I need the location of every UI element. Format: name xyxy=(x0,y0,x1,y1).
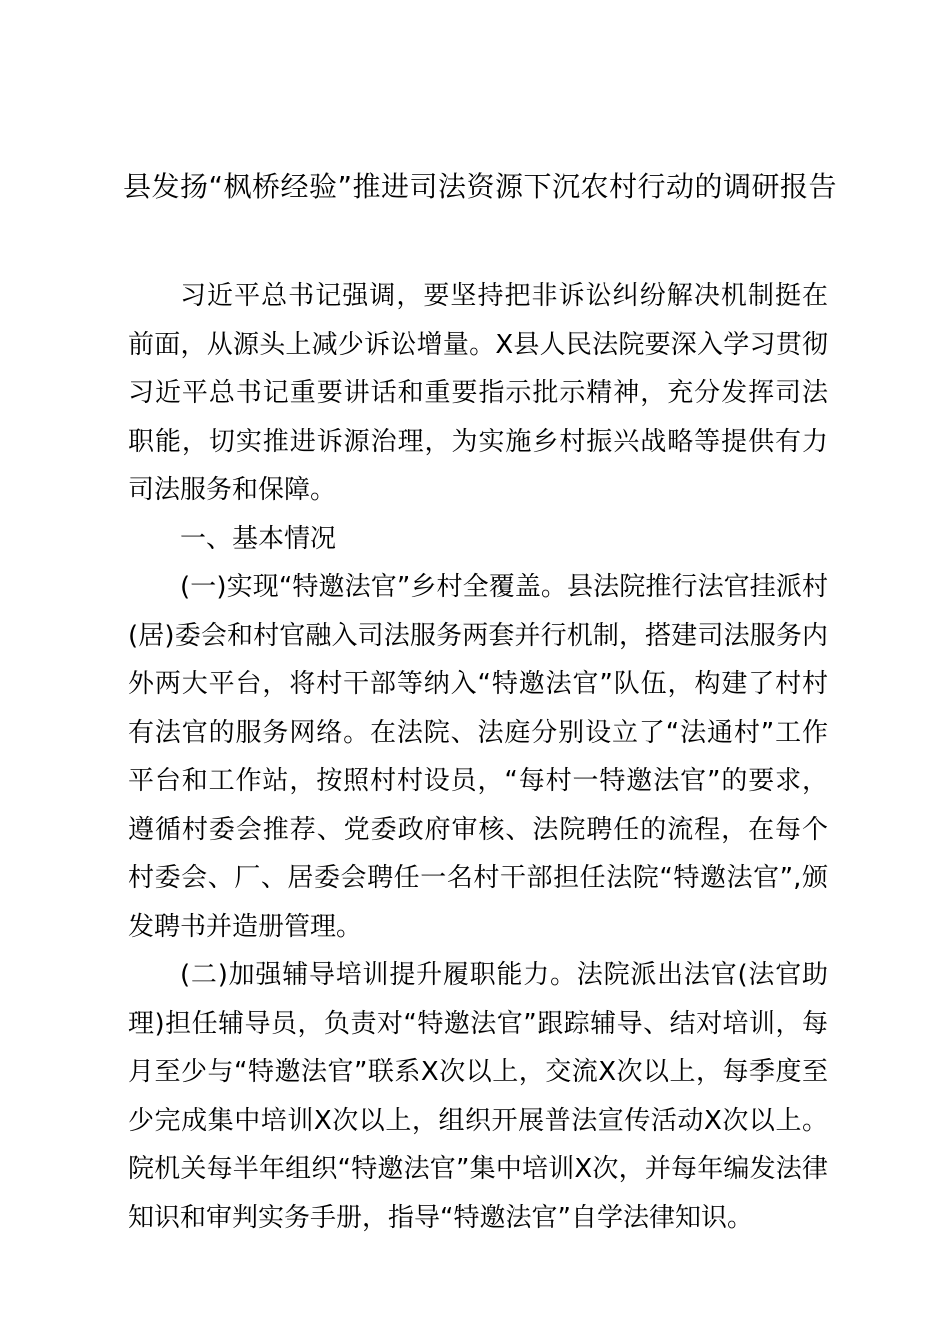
item-paragraph-2: (二)加强辅导培训提升履职能力。法院派出法官(法官助理)担任辅导员，负责对“特邀法官”跟踪辅导、结对培训，每月至少与“特邀法官”联系X次以上，交流X次以上，每季度至少完成集中培训X次以上，组织开展普法宣传活动X次以上。院机关每半年组织“特邀法官”集中培训X次，并每年编发法律知识和审判实务手册，指导“特邀法官”自学法律知识。 xyxy=(128,960,828,1233)
section-heading: 一、基本情况 xyxy=(180,523,337,554)
document-body xyxy=(128,272,828,1242)
item-paragraph-1: (一)实现“特邀法官”乡村全覆盖。县法院推行法官挂派村(居)委会和村官融入司法服务两套并行机制，搭建司法服务内外两大平台，将村干部等纳入“特邀法官”队伍，构建了村村有法官的服务网络。在法院、法庭分别设立了“法通村”工作平台和工作站，按照村村设员，“每村一特邀法官”的要求，遵循村委会推荐、党委政府审核、法院聘任的流程，在每个村委会、厂、居委会聘任一名村干部担任法院“特邀法官”,颁发聘书并造册管理。 xyxy=(128,572,828,942)
intro-paragraph: 习近平总书记强调，要坚持把非诉讼纠纷解决机制挺在前面，从源头上减少诉讼增量。X县人民法院要深入学习贯彻习近平总书记重要讲话和重要指示批示精神，充分发挥司法职能，切实推进诉源治理，为实施乡村振兴战略等提供有力司法服务和保障。 xyxy=(128,281,828,505)
document-title: 县发扬“枫桥经验”推进司法资源下沉农村行动的调研报告 xyxy=(122,170,837,203)
